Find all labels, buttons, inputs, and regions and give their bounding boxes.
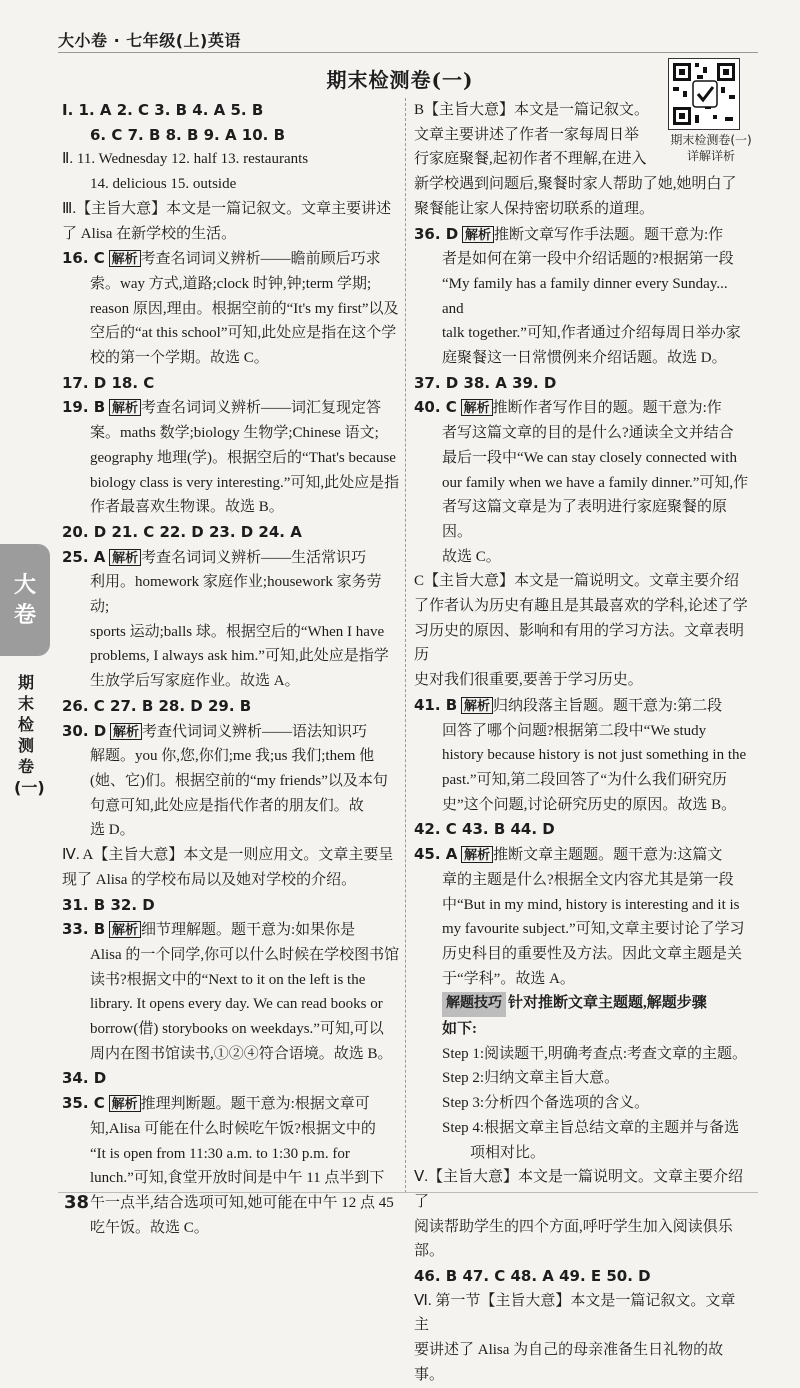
explanation-text: 吃午饭。故选 C。 <box>90 1219 209 1236</box>
analysis-tag: 解析 <box>461 846 493 863</box>
explanation-text: 午一点半,结合选项可知,她可能在中午 12 点 45 <box>90 1194 394 1211</box>
footer-rule <box>58 1192 758 1193</box>
page-number: 38 <box>64 1192 90 1213</box>
tip-text: 针对推断文章主题题,解题步骤 <box>508 995 707 1012</box>
section-summary: B【主旨大意】本文是一篇记叙文。 <box>414 102 650 118</box>
answer-line: 46. B 47. C 48. A 49. E 50. D <box>414 1267 651 1286</box>
section-summary: 习历史的原因、影响和有用的学习方法。文章表明历 <box>414 622 745 664</box>
explanation-text: 推断文章主题题。题干意为:这篇文 <box>493 847 723 864</box>
analysis-tag: 解析 <box>462 226 494 243</box>
explanation-text: biology class is very interesting.”可知,此处应是指 <box>90 474 400 491</box>
section-summary: 阅读帮助学生的四个方面,呼吁学生加入阅读俱乐部。 <box>414 1218 733 1260</box>
explanation-text: 者是如何在第一段中介绍话题的?根据第一段 <box>442 251 734 268</box>
explanation-text: borrow(借) storybooks on weekdays.”可知,可以 <box>90 1021 384 1038</box>
section-summary: Ⅲ.【主旨大意】本文是一篇记叙文。文章主要讲述 <box>62 200 392 217</box>
explanation-text: 史”这个问题,讨论研究历史的原因。故选 B。 <box>442 796 737 813</box>
explanation-text: 推理判断题。题干意为:根据文章可 <box>140 1096 370 1113</box>
explanation-head <box>62 545 400 571</box>
answer-line: Ⅱ. 11. Wednesday 12. half 13. restaurants <box>62 151 309 168</box>
question-number: 33. B <box>62 920 106 939</box>
explanation-text: 生放学后写家庭作业。故选 A。 <box>90 673 300 690</box>
question-number: 41. B <box>414 695 458 714</box>
answer-line: 17. D 18. C <box>62 373 155 392</box>
explanation-text: sports 运动;balls 球。根据空后的“When I have <box>90 623 385 640</box>
analysis-tag: 解析 <box>461 399 493 416</box>
side-tab <box>0 544 50 656</box>
explanation-text: our family when we have a family dinner.”可知,作 <box>442 474 749 491</box>
answer-line: 14. delicious 15. outside <box>90 176 237 193</box>
tip-step: Step 1:阅读题干,明确考查点:考查文章的主题。 <box>442 1045 748 1062</box>
explanation-text: 最后一段中“We can stay closely connected with <box>442 449 737 466</box>
explanation-text: 解题。you 你,您,你们;me 我;us 我们;them 他 <box>90 748 375 765</box>
explanation-head <box>62 917 400 943</box>
explanation-text: 考查名词词义辨析——生活常识巧 <box>141 549 367 566</box>
question-number: 36. D <box>414 224 459 243</box>
analysis-tag: 解析 <box>109 250 141 267</box>
explanation-text: past.”可知,第二段回答了“为什么我们研究历 <box>442 771 727 788</box>
explanation-text: 考查代词词义辨析——语法知识巧 <box>142 723 368 740</box>
explanation-text: 者写这篇文章的目的是什么?通读全文并结合 <box>442 425 734 442</box>
analysis-tag: 解析 <box>461 697 493 714</box>
explanation-text: 庭聚餐这一日常惯例来介绍话题。故选 D。 <box>442 350 727 367</box>
tip-step: Step 4:根据文章主旨总结文章的主题并与备选 <box>442 1119 740 1136</box>
section-summary: 史对我们很重要,要善于学习历史。 <box>414 672 643 689</box>
explanation-head <box>62 1091 400 1117</box>
explanation-text: 句意可知,此处应是指代作者的朋友们。故 <box>90 797 364 814</box>
qr-caption-line1: 期末检测卷(一) <box>670 133 752 147</box>
page-title: 期末检测卷(一) <box>326 68 474 92</box>
explanation-text: 读书?根据文中的“Next to it on the left is the <box>90 971 366 988</box>
explanation-head <box>62 719 400 745</box>
explanation-head <box>414 842 750 868</box>
explanation-text: “It is open from 11:30 a.m. to 1:30 p.m. for <box>90 1145 350 1162</box>
answer-line: 37. D 38. A 39. D <box>414 373 557 392</box>
section-summary: 聚餐能让家人保持密切联系的道理。 <box>414 200 655 217</box>
explanation-text: 知,Alisa 可能在什么时候吃午饭?根据文中的 <box>90 1120 376 1137</box>
answer-line: Ⅰ. 1. A 2. C 3. B 4. A 5. B <box>62 101 264 119</box>
tip-step: Step 2:归纳文章主旨大意。 <box>442 1070 620 1087</box>
explanation-text: “My family has a family dinner every Sunday... and <box>442 275 728 317</box>
explanation-text: 索。way 方式,道路;clock 时钟,钟;term 学期; <box>90 275 372 292</box>
section-summary: 文章主要讲述了作者一家每周日举 <box>414 126 640 143</box>
side-vertical-title: 期末检测卷(一) <box>14 673 45 797</box>
tip-step: Step 3:分析四个备选项的含义。 <box>442 1095 650 1112</box>
explanation-text: 推断文章写作手法题。题干意为:作 <box>494 226 724 243</box>
answer-line: 31. B 32. D <box>62 895 155 914</box>
side-tab-char2: 卷 <box>13 602 36 628</box>
column-divider <box>405 98 406 1193</box>
section-summary: Ⅵ. 第一节【主旨大意】本文是一篇记叙文。文章主 <box>414 1292 736 1334</box>
question-number: 16. C <box>62 249 105 268</box>
explanation-text: talk together.”可知,作者通过介绍每周日举办家 <box>442 325 741 342</box>
explanation-text: 考查名词词义辨析——瞻前顾后巧求 <box>140 251 381 268</box>
tip-text: 如下: <box>442 1021 477 1038</box>
section-summary: 行家庭聚餐,起初作者不理解,在进入 <box>414 151 647 168</box>
explanation-text: my favourite subject.”可知,文章主要讨论了学习 <box>442 921 745 938</box>
side-tab-char1: 大 <box>13 572 36 598</box>
section-summary: 新学校遇到问题后,聚餐时家人帮助了她,她明白了 <box>414 176 737 193</box>
section-summary: Ⅳ. A【主旨大意】本文是一则应用文。文章主要呈 <box>62 847 394 864</box>
explanation-text: 章的主题是什么?根据全文内容尤其是第一段 <box>442 871 734 888</box>
explanation-text: lunch.”可知,食堂开放时间是中午 11 点半到下 <box>90 1170 385 1187</box>
explanation-text: 归纳段落主旨题。题干意为:第二段 <box>493 697 723 714</box>
section-summary: 了 Alisa 在新学校的生活。 <box>62 225 237 242</box>
explanation-text: 校的第一个学期。故选 C。 <box>90 350 269 367</box>
section-summary: 要讲述了 Alisa 为自己的母亲准备生日礼物的故事。 <box>414 1342 724 1383</box>
answer-line: 6. C 7. B 8. B 9. A 10. B <box>90 125 286 144</box>
explanation-text: 推断作者写作目的题。题干意为:作 <box>492 400 722 417</box>
explanation-text: 周内在图书馆读书,①②④符合语境。故选 B。 <box>90 1045 393 1062</box>
answer-line: 26. C 27. B 28. D 29. B <box>62 696 252 715</box>
analysis-tag: 解析 <box>109 549 141 566</box>
analysis-tag: 解析 <box>109 921 141 938</box>
tip-chip: 解题技巧 <box>442 992 506 1017</box>
explanation-text: 于“学科”。故选 A。 <box>442 970 575 987</box>
explanation-head <box>414 395 750 421</box>
explanation-text: 选 D。 <box>90 822 135 839</box>
section-summary: 了作者认为历史有趣且是其最喜欢的学科,论述了学 <box>414 598 748 615</box>
page-header: 大小卷 · 七年级(上)英语 <box>58 31 241 50</box>
explanation-text: 中“But in my mind, history is interesting and it is <box>442 896 740 913</box>
answer-line: 42. C 43. B 44. D <box>414 820 555 839</box>
explanation-text: 作者最喜欢生物课。故选 B。 <box>90 499 284 516</box>
qr-caption-line2: 详解详析 <box>686 149 735 163</box>
header-rule <box>58 52 758 53</box>
explanation-head <box>414 222 750 248</box>
explanation-text: 考查名词词义辨析——词汇复现定答 <box>141 400 382 417</box>
tip-step: 项相对比。 <box>470 1144 546 1161</box>
question-number: 30. D <box>62 721 107 740</box>
explanation-text: Alisa 的一个同学,你可以什么时候在学校图书馆 <box>90 946 400 963</box>
section-summary: Ⅴ.【主旨大意】本文是一篇说明文。文章主要介绍了 <box>414 1169 744 1210</box>
explanation-text: 细节理解题。题干意为:如果你是 <box>141 922 356 939</box>
explanation-text: (她、它)们。根据空前的“my friends”以及本句 <box>90 772 388 789</box>
question-number: 45. A <box>414 845 458 864</box>
explanation-head <box>62 246 400 272</box>
tip-head <box>414 991 750 1017</box>
explanation-text: geography 地理(学)。根据空后的“That's because <box>90 449 396 466</box>
explanation-text: history because history is not just something in the <box>442 747 747 764</box>
analysis-tag: 解析 <box>110 723 142 740</box>
left-column <box>62 98 400 1240</box>
section-summary: 现了 Alisa 的学校布局以及她对学校的介绍。 <box>62 871 357 888</box>
explanation-text: 回答了哪个问题?根据第二段中“We study <box>442 722 707 739</box>
explanation-head <box>62 395 400 421</box>
answer-line: 34. D <box>62 1069 107 1088</box>
question-number: 35. C <box>62 1094 105 1113</box>
analysis-tag: 解析 <box>109 1095 141 1112</box>
explanation-text: 者写这篇文章是为了表明进行家庭聚餐的原因。 <box>442 499 728 540</box>
question-number: 19. B <box>62 398 106 417</box>
explanation-text: 利用。homework 家庭作业;housework 家务劳动; <box>90 574 382 616</box>
analysis-tag: 解析 <box>109 399 141 416</box>
explanation-text: 空后的“at this school”可知,此处应是指在这个学 <box>90 325 397 342</box>
section-summary: C【主旨大意】本文是一篇说明文。文章主要介绍 <box>414 573 740 590</box>
answer-line: 20. D 21. C 22. D 23. D 24. A <box>62 522 302 541</box>
right-column <box>414 98 750 1388</box>
question-number: 40. C <box>414 398 457 417</box>
explanation-text: 故选 C。 <box>442 548 501 565</box>
explanation-text: problems, I always ask him.”可知,此处应是指学 <box>90 648 389 665</box>
explanation-head <box>414 693 750 719</box>
explanation-text: 案。maths 数学;biology 生物学;Chinese 语文; <box>90 425 379 442</box>
explanation-text: 历史科目的重要性及方法。因此文章主题是关 <box>442 945 743 962</box>
question-number: 25. A <box>62 547 106 566</box>
explanation-text: reason 原因,理由。根据空前的“It's my first”以及 <box>90 300 399 317</box>
explanation-text: library. It opens every day. We can read books or <box>90 996 383 1013</box>
